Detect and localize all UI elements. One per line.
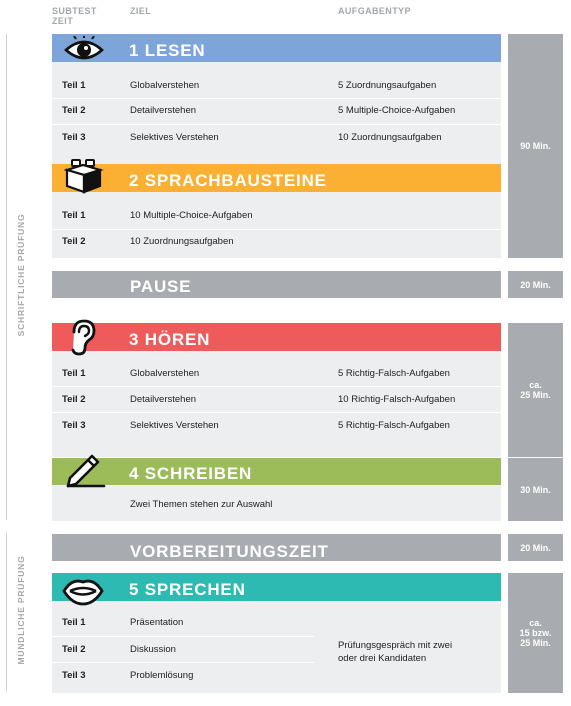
- vorbereitung-band: [52, 534, 501, 561]
- time-hoeren-line-1: ca.: [529, 380, 542, 390]
- header-ziel: ZIEL: [130, 6, 152, 16]
- time-sprechen-line-3: 25 Min.: [520, 638, 551, 648]
- ziel-text: Selektives Verstehen: [130, 132, 219, 143]
- teil-label: Teil 2: [62, 105, 86, 116]
- sprachbausteine-row-1: [52, 202, 501, 228]
- schreiben-band: [52, 458, 501, 485]
- ziel-text: Selektives Verstehen: [130, 420, 219, 431]
- time-schreiben: 30 Min.: [508, 458, 563, 521]
- typ-text: 10 Richtig-Falsch-Aufgaben: [338, 394, 456, 405]
- lesen-title: 1 LESEN: [129, 41, 206, 60]
- sprechen-row-1: [52, 609, 501, 635]
- schreiben-title: 4 SCHREIBEN: [129, 464, 253, 483]
- pause-title: PAUSE: [130, 277, 192, 296]
- time-vorbereitung: 20 Min.: [508, 534, 563, 561]
- ziel-text: 10 Multiple-Choice-Aufgaben: [130, 210, 253, 221]
- header-subtest-label: SUBTEST: [52, 6, 97, 16]
- teil-label: Teil 3: [62, 132, 86, 143]
- teil-label: Teil 1: [62, 80, 86, 91]
- teil-label: Teil 1: [62, 368, 86, 379]
- sprechen-typ-text: [338, 639, 452, 665]
- teil-label: Teil 3: [62, 670, 86, 681]
- pause-band: [52, 271, 501, 298]
- sprechen-row-3: [52, 662, 501, 688]
- lesen-row-3: [52, 124, 501, 150]
- ziel-text: Globalverstehen: [130, 80, 200, 91]
- hoeren-row-3: [52, 412, 501, 438]
- typ-text: 5 Multiple-Choice-Aufgaben: [338, 105, 456, 116]
- time-hoeren: [508, 323, 563, 457]
- teil-label: Teil 3: [62, 420, 86, 431]
- time-hoeren-line-2: 25 Min.: [520, 390, 551, 400]
- hoeren-row-2: [52, 386, 501, 412]
- typ-text: 5 Richtig-Falsch-Aufgaben: [338, 368, 450, 379]
- typ-text: 5 Richtig-Falsch-Aufgaben: [338, 420, 450, 431]
- lesen-row-2: [52, 97, 501, 123]
- teil-label: Teil 2: [62, 644, 86, 655]
- ziel-text: Präsentation: [130, 617, 184, 628]
- eye-icon: [64, 36, 104, 69]
- time-sprechen-line-2: 15 bzw.: [519, 628, 552, 638]
- lesen-row-1: [52, 72, 501, 98]
- time-sprechen-line-1: ca.: [529, 618, 542, 628]
- sprachbausteine-row-2: [52, 228, 501, 254]
- written-divider-line: [6, 34, 7, 520]
- time-lesen-sprachbausteine: 90 Min.: [508, 34, 563, 258]
- sprechen-typ-line-2: oder drei Kandidaten: [338, 653, 427, 664]
- mouth-icon: [62, 576, 104, 611]
- header-aufgabentyp: AUFGABENTYP: [338, 6, 411, 16]
- sprechen-typ-line-1: Prüfungsgespräch mit zwei: [338, 640, 453, 651]
- hoeren-title: 3 HÖREN: [129, 330, 211, 349]
- vorbereitung-title: VORBEREITUNGSZEIT: [130, 542, 329, 561]
- typ-text: 5 Zuordnungsaufgaben: [338, 80, 437, 91]
- header-zeit-label: ZEIT: [52, 16, 74, 26]
- ziel-text: 10 Zuordnungsaufgaben: [130, 236, 234, 247]
- pencil-icon: [64, 452, 106, 493]
- side-label-oral: MÜNDLICHE PRÜFUNG: [16, 555, 26, 665]
- typ-text: 10 Zuordnungsaufgaben: [338, 132, 442, 143]
- schreiben-text: Zwei Themen stehen zur Auswahl: [130, 499, 273, 510]
- header-subtest: [52, 6, 97, 26]
- sprachbausteine-band: [52, 164, 501, 192]
- ziel-text: Diskussion: [130, 644, 176, 655]
- time-sprechen: [508, 573, 563, 693]
- teil-label: Teil 1: [62, 617, 86, 628]
- side-label-written: SCHRIFTLICHE PRÜFUNG: [16, 213, 26, 337]
- ear-icon: [68, 318, 98, 361]
- teil-label: Teil 1: [62, 210, 86, 221]
- ziel-text: Globalverstehen: [130, 368, 200, 379]
- building-block-icon: [64, 158, 104, 201]
- ziel-text: Detailverstehen: [130, 105, 197, 116]
- sprechen-title: 5 SPRECHEN: [129, 580, 246, 599]
- oral-divider-line: [6, 532, 7, 692]
- hoeren-band: [52, 323, 501, 351]
- hoeren-row-1: [52, 360, 501, 386]
- sprachbausteine-title: 2 SPRACHBAUSTEINE: [129, 171, 327, 190]
- ziel-text: Detailverstehen: [130, 394, 197, 405]
- ziel-text: Problemlösung: [130, 670, 194, 681]
- sprechen-band: [52, 573, 501, 601]
- lesen-band: [52, 34, 501, 62]
- teil-label: Teil 2: [62, 236, 86, 247]
- teil-label: Teil 2: [62, 394, 86, 405]
- time-pause: 20 Min.: [508, 271, 563, 298]
